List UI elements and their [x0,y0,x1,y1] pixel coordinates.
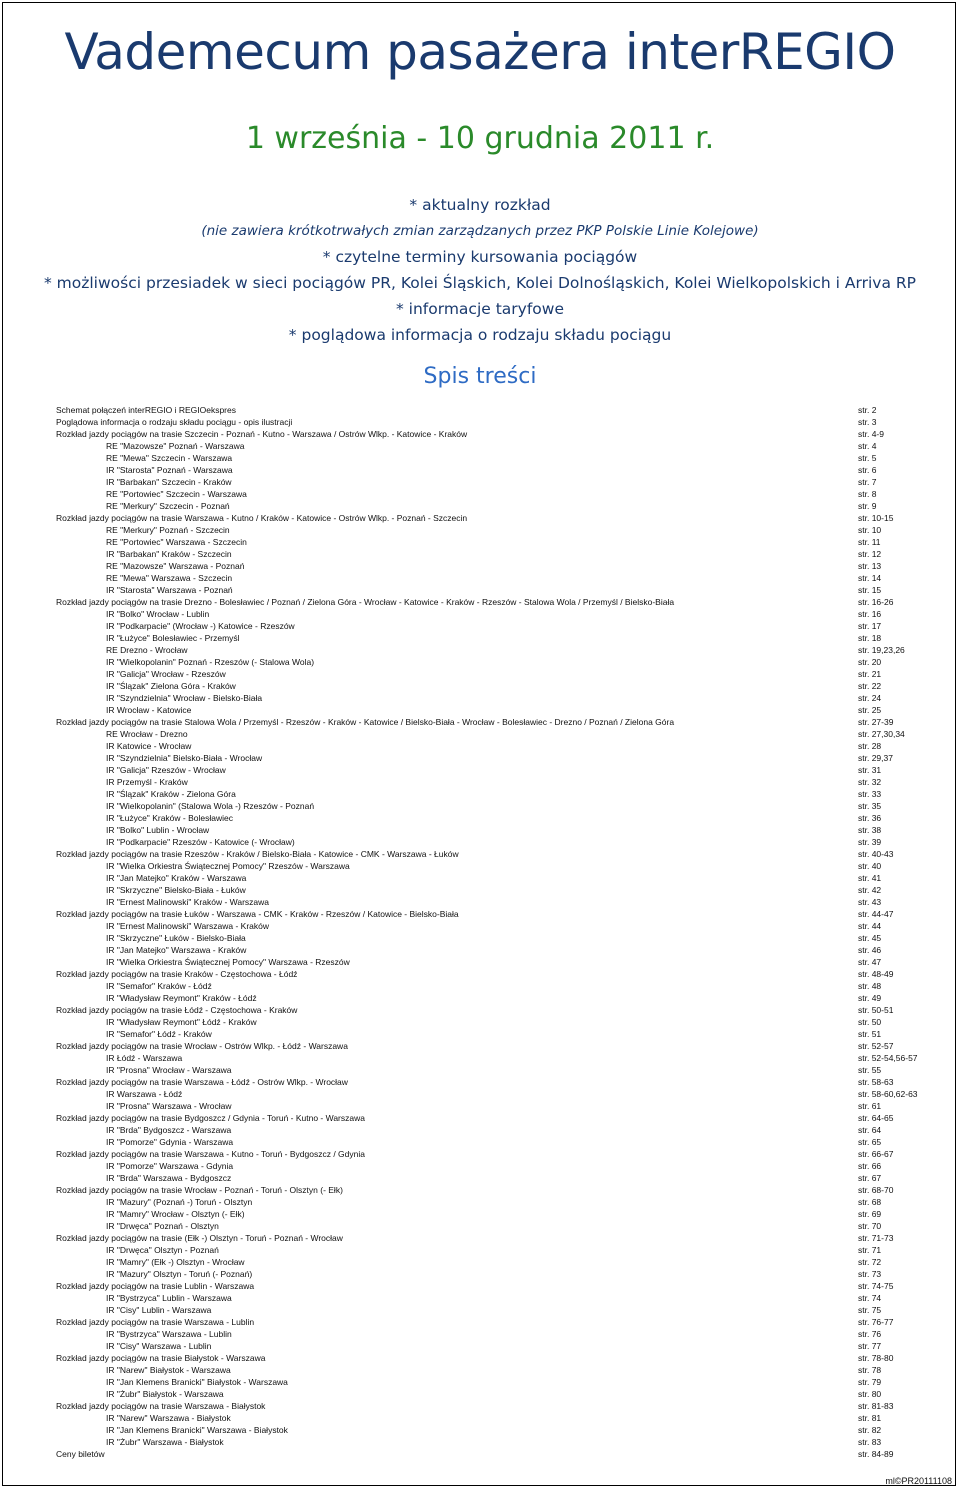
toc-subentry [56,1100,906,1112]
toc-subentry [56,608,906,620]
toc-subentry [56,836,906,848]
toc-page-ref: str. 21 [858,669,882,679]
toc-subentry [56,776,906,788]
toc-subentry [56,620,906,632]
toc-subentry [56,1028,906,1040]
toc-entry-title: RE "Mazowsze" Poznań - Warszawa [106,441,245,451]
feature-item: * informacje taryfowe [395,300,564,318]
toc-page-ref: str. 11 [858,537,881,547]
toc-entry-title: IR "Mamry" Wrocław - Olsztyn (- Ełk) [106,1209,245,1219]
toc-entry-title: IR "Skrzyczne" Łuków - Bielsko-Biała [106,933,246,943]
toc-subentry [56,464,906,476]
toc-page-ref: str. 9 [858,501,877,511]
toc-page-ref: str. 17 [858,621,882,631]
toc-entry-title: Poglądowa informacja o rodzaju składu pociągu - opis ilustracji [56,417,293,427]
toc-subentry [56,1364,906,1376]
toc-entry-title: IR "Szyndzielnia" Bielsko-Biała - Wrocław [106,753,263,763]
toc-page-ref: str. 66-67 [858,1149,894,1159]
toc-subentry [56,788,906,800]
toc-page-ref: str. 74-75 [858,1281,894,1291]
toc-page-ref: str. 48 [858,981,882,991]
toc-entry-title: Rozkład jazdy pociągów na trasie Wrocław - Ostrów Wlkp. - Łódź - Warszawa [56,1041,348,1051]
toc-page-ref: str. 5 [858,453,877,463]
toc-subentry [56,1136,906,1148]
toc-page-ref: str. 78 [858,1365,882,1375]
toc-subentry [56,548,906,560]
toc-entry-title: IR "Prosna" Wrocław - Warszawa [106,1065,232,1075]
toc-entry-title: IR "Cisy" Warszawa - Lublin [106,1341,212,1351]
toc-subentry [56,860,906,872]
toc-page-ref: str. 27,30,34 [858,729,905,739]
toc-page-ref: str. 32 [858,777,882,787]
toc-page-ref: str. 73 [858,1269,882,1279]
toc-page-ref: str. 71 [858,1245,882,1255]
toc-subentry [56,500,906,512]
toc-entry-title: Rozkład jazdy pociągów na trasie Warszawa - Kutno - Toruń - Bydgoszcz / Gdynia [56,1149,365,1159]
toc-page-ref: str. 40 [858,861,882,871]
toc-subentry [56,632,906,644]
toc-entry-title: Rozkład jazdy pociągów na trasie Lublin - Warszawa [56,1281,255,1291]
toc-entry-title: IR "Wielka Orkiestra Świątecznej Pomocy" Rzeszów - Warszawa [106,861,350,871]
toc-entry-title: IR "Starosta" Poznań - Warszawa [106,465,233,475]
toc-page-ref: str. 42 [858,885,882,895]
toc-page-ref: str. 52-57 [858,1041,894,1051]
toc-entry-title: IR "Mazury" Olsztyn - Toruń (- Poznań) [106,1269,253,1279]
toc-subentry [56,800,906,812]
toc-subentry [56,524,906,536]
toc-page-ref: str. 58-63 [858,1077,894,1087]
toc-entry-title: Rozkład jazdy pociągów na trasie Warszawa - Lublin [56,1317,255,1327]
toc-page-ref: str. 35 [858,801,882,811]
toc-title: Spis treści [423,364,537,389]
toc-page-ref: str. 81 [858,1413,882,1423]
toc-subentry [56,1292,906,1304]
toc-page-ref: str. 58-60,62-63 [858,1089,918,1099]
toc-subentry [56,896,906,908]
toc-subentry [56,1016,906,1028]
toc-page-ref: str. 4-9 [858,429,884,439]
toc-page-ref: str. 22 [858,681,882,691]
toc-page-ref: str. 38 [858,825,882,835]
toc-page-ref: str. 19,23,26 [858,645,905,655]
toc-subentry [56,884,906,896]
toc-entry-title: IR "Wielkopolanin" Poznań - Rzeszów (- Stalowa Wola) [106,657,315,667]
toc-entry-title: IR "Mamry" (Ełk -) Olsztyn - Wrocław [106,1257,245,1267]
toc-subentry [56,812,906,824]
toc-entry-title: IR "Żubr" Warszawa - Białystok [106,1437,224,1447]
toc-entry [56,1448,906,1460]
toc-entry-title: IR "Żubr" Białystok - Warszawa [106,1389,224,1399]
toc-entry-title: Rozkład jazdy pociągów na trasie (Ełk -) Olsztyn - Toruń - Poznań - Wrocław [56,1233,343,1243]
toc-entry-title: IR "Bolko" Lublin - Wrocław [106,825,210,835]
toc-entry-title: IR "Władysław Reymont" Kraków - Łódź [106,993,257,1003]
toc-page-ref: str. 77 [858,1341,882,1351]
toc-page-ref: str. 76-77 [858,1317,894,1327]
toc-page-ref: str. 10-15 [858,513,894,523]
toc-page-ref: str. 44-47 [858,909,894,919]
toc-entry-title: RE "Mazowsze" Warszawa - Poznań [106,561,245,571]
toc-entry-title: IR "Jan Klemens Branicki" Białystok - Warszawa [106,1377,288,1387]
toc-entry [56,1280,906,1292]
toc-subentry [56,452,906,464]
toc-entry-title: IR Przemyśl - Kraków [106,777,188,787]
toc-subentry [56,1388,906,1400]
toc-page-ref: str. 10 [858,525,882,535]
toc-page-ref: str. 16 [858,609,882,619]
toc-entry-title: RE "Portowiec" Warszawa - Szczecin [106,537,247,547]
toc-entry-title: RE Wrocław - Drezno [106,729,188,739]
toc-entry [56,968,906,980]
toc-subentry [56,1304,906,1316]
toc-subentry [56,536,906,548]
toc-entry-title: Rozkład jazdy pociągów na trasie Łuków - Warszawa - CMK - Kraków - Rzeszów / Katowice - Bielsko-Biała [56,909,459,919]
feature-item: * czytelne terminy kursowania pociągów [322,248,638,266]
toc-page-ref: str. 50 [858,1017,882,1027]
toc-subentry [56,1196,906,1208]
toc-entry [56,416,906,428]
toc-entry-title: IR "Ślązak" Kraków - Zielona Góra [106,789,236,799]
toc-subentry [56,1328,906,1340]
toc-entry [56,1112,906,1124]
toc-subentry [56,1088,918,1100]
toc-page-ref: str. 51 [858,1029,882,1039]
toc-subentry [56,824,906,836]
toc-page-ref: str. 79 [858,1377,882,1387]
toc-entry-title: Rozkład jazdy pociągów na trasie Bydgoszcz / Gdynia - Toruń - Kutno - Warszawa [56,1113,365,1123]
toc-entry-title: IR "Narew" Warszawa - Białystok [106,1413,231,1423]
toc-subentry [56,680,906,692]
toc-page-ref: str. 20 [858,657,882,667]
toc-page-ref: str. 16-26 [858,597,894,607]
toc-subentry [56,1436,906,1448]
toc-entry-title: IR "Mazury" (Poznań -) Toruń - Olsztyn [106,1197,253,1207]
toc-subentry [56,764,906,776]
toc-subentry [56,584,906,596]
toc-subentry [56,656,906,668]
toc-entry-title: Rozkład jazdy pociągów na trasie Warszawa - Łódź - Ostrów Wlkp. - Wrocław [56,1077,348,1087]
toc-entry-title: Rozkład jazdy pociągów na trasie Warszawa - Kutno / Kraków - Katowice - Ostrów Wlkp. - Poznań - Szczecin [56,513,468,523]
toc-entry-title: IR "Galicja" Wrocław - Rzeszów [106,669,226,679]
toc-page-ref: str. 83 [858,1437,882,1447]
toc-entry-title: IR "Podkarpacie" (Wrocław -) Katowice - Rzeszów [106,621,295,631]
toc-entry [56,1076,906,1088]
toc-entry-title: Rozkład jazdy pociągów na trasie Warszawa - Białystok [56,1401,266,1411]
toc-subentry [56,704,906,716]
toc-page-ref: str. 64 [858,1125,882,1135]
toc-entry [56,1232,906,1244]
feature-item: * poglądowa informacja o rodzaju składu pociągu [288,326,672,344]
toc-subentry [56,1160,906,1172]
toc-entry-title: IR "Jan Matejko" Kraków - Warszawa [106,873,247,883]
toc-page-ref: str. 50-51 [858,1005,894,1015]
toc-entry-title: Rozkład jazdy pociągów na trasie Kraków - Częstochowa - Łódź [56,969,298,979]
toc-entry-title: Rozkład jazdy pociągów na trasie Stalowa Wola / Przemyśl - Rzeszów - Kraków - Katowice / Bielsko-Biała - Wrocław - Bolesławiec - Drezno / Poznań / Zielona Góra [56,717,675,727]
toc-subentry [56,476,906,488]
toc-entry-title: IR "Drwęca" Poznań - Olsztyn [106,1221,219,1231]
toc-page-ref: str. 8 [858,489,877,499]
toc-subentry [56,1124,906,1136]
toc-page-ref: str. 25 [858,705,882,715]
toc-entry-title: IR "Galicja" Rzeszów - Wrocław [106,765,226,775]
toc-page-ref: str. 39 [858,837,882,847]
toc-subentry [56,944,906,956]
toc-entry [56,1148,906,1160]
toc-entry-title: RE Drezno - Wrocław [106,645,188,655]
toc-page-ref: str. 33 [858,789,882,799]
toc-subentry [56,488,906,500]
toc-entry-title: IR "Narew" Białystok - Warszawa [106,1365,231,1375]
toc-page-ref: str. 31 [858,765,882,775]
toc-page-ref: str. 67 [858,1173,882,1183]
toc-entry-title: IR "Bystrzyca" Warszawa - Lublin [106,1329,232,1339]
toc-entry-title: IR "Wielkopolanin" (Stalowa Wola -) Rzeszów - Poznań [106,801,315,811]
toc-subentry [56,644,906,656]
toc-page-ref: str. 70 [858,1221,882,1231]
document-title: Vademecum pasażera interREGIO [64,23,896,81]
toc-subentry [56,932,906,944]
toc-subentry [56,980,906,992]
toc-page-ref: str. 52-54,56-57 [858,1053,918,1063]
toc-subentry [56,1064,906,1076]
toc-page-ref: str. 47 [858,957,882,967]
toc-entry-title: Rozkład jazdy pociągów na trasie Drezno - Bolesławiec / Poznań / Zielona Góra - Wrocław - Katowice - Kraków - Rzeszów - Stalowa Wola / Przemyśl / Bielsko-Biała [56,597,675,607]
toc-subentry [56,872,906,884]
toc-page-ref: str. 64-65 [858,1113,894,1123]
toc-entry-title: IR Łódź - Warszawa [106,1053,183,1063]
toc-subentry [56,668,906,680]
table-of-contents [56,404,918,1460]
toc-entry-title: RE "Portowiec" Szczecin - Warszawa [106,489,247,499]
toc-entry [56,848,906,860]
toc-page-ref: str. 84-89 [858,1449,894,1459]
toc-entry-title: Ceny biletów [56,1449,105,1459]
toc-page-ref: str. 69 [858,1209,882,1219]
toc-entry-title: Rozkład jazdy pociągów na trasie Rzeszów - Kraków / Bielsko-Biała - Katowice - CMK - Warszawa - Łuków [56,849,459,859]
toc-entry-title: IR "Jan Matejko" Warszawa - Kraków [106,945,247,955]
toc-page-ref: str. 75 [858,1305,882,1315]
toc-subentry [56,1172,906,1184]
toc-page-ref: str. 80 [858,1389,882,1399]
toc-subentry [56,1256,906,1268]
toc-entry-title: IR "Łużyce" Bolesławiec - Przemyśl [106,633,240,643]
toc-page-ref: str. 71-73 [858,1233,894,1243]
toc-subentry [56,920,906,932]
toc-entry-title: IR "Semafor" Łódź - Kraków [106,1029,212,1039]
toc-page-ref: str. 43 [858,897,882,907]
feature-item: * możliwości przesiadek w sieci pociągów PR, Kolei Śląskich, Kolei Dolnośląskich, Kolei Wielkopolskich i Arriva RP [43,274,917,292]
toc-entry-title: RE "Merkury" Poznań - Szczecin [106,525,230,535]
toc-subentry [56,1220,906,1232]
toc-page-ref: str. 61 [858,1101,882,1111]
toc-entry [56,512,906,524]
toc-page-ref: str. 55 [858,1065,882,1075]
toc-subentry [56,572,906,584]
toc-entry [56,908,906,920]
toc-subentry [56,1208,906,1220]
toc-page-ref: str. 82 [858,1425,882,1435]
toc-page-ref: str. 65 [858,1137,882,1147]
toc-page-ref: str. 27-39 [858,717,894,727]
toc-entry-title: IR "Ernest Malinowski" Kraków - Warszawa [106,897,270,907]
toc-page-ref: str. 44 [858,921,882,931]
toc-entry-title: IR "Barbakan" Kraków - Szczecin [106,549,232,559]
toc-page-ref: str. 76 [858,1329,882,1339]
toc-subentry [56,1340,906,1352]
toc-subentry [56,440,906,452]
toc-subentry [56,1376,906,1388]
toc-subentry [56,1424,906,1436]
toc-entry [56,1352,906,1364]
toc-page-ref: str. 13 [858,561,882,571]
toc-entry-title: Rozkład jazdy pociągów na trasie Łódź - Częstochowa - Kraków [56,1005,298,1015]
toc-entry-title: RE "Mewa" Warszawa - Szczecin [106,573,233,583]
toc-entry-title: Rozkład jazdy pociągów na trasie Białystok - Warszawa [56,1353,266,1363]
toc-entry-title: IR "Ernest Malinowski" Warszawa - Kraków [106,921,270,931]
toc-page-ref: str. 7 [858,477,877,487]
toc-entry-title: IR Wrocław - Katowice [106,705,192,715]
toc-entry [56,596,906,608]
footer-code: ml©PR20111108 [885,1476,952,1486]
toc-entry-title: IR "Prosna" Warszawa - Wrocław [106,1101,232,1111]
toc-entry [56,1184,906,1196]
toc-entry [56,1400,906,1412]
features-list [0,192,960,348]
toc-entry-title: IR "Jan Klemens Branicki" Warszawa - Białystok [106,1425,288,1435]
toc-entry-title: IR "Bystrzyca" Lublin - Warszawa [106,1293,232,1303]
toc-entry-title: IR Warszawa - Łódź [106,1089,183,1099]
toc-page-ref: str. 45 [858,933,882,943]
toc-page-ref: str. 36 [858,813,882,823]
toc-entry-title: IR "Pomorze" Warszawa - Gdynia [106,1161,234,1171]
toc-page-ref: str. 81-83 [858,1401,894,1411]
toc-entry-title: IR "Starosta" Warszawa - Poznań [106,585,233,595]
feature-note: (nie zawiera krótkotrwałych zmian zarządzanych przez PKP Polskie Linie Kolejowe) [201,223,759,239]
toc-subentry [56,728,906,740]
toc-entry-title: IR "Władysław Reymont" Łódź - Kraków [106,1017,257,1027]
toc-entry [56,1004,906,1016]
toc-entry-title: RE "Merkury" Szczecin - Poznań [106,501,230,511]
toc-entry-title: IR "Semafor" Kraków - Łódź [106,981,212,991]
toc-subentry [56,692,906,704]
toc-page-ref: str. 3 [858,417,877,427]
toc-entry-title: Rozkład jazdy pociągów na trasie Wrocław - Poznań - Toruń - Olsztyn (- Ełk) [56,1185,343,1195]
toc-entry-title: IR "Podkarpacie" Rzeszów - Katowice (- Wrocław) [106,837,295,847]
toc-subentry [56,740,906,752]
toc-entry-title: IR "Brda" Bydgoszcz - Warszawa [106,1125,232,1135]
toc-page-ref: str. 4 [858,441,877,451]
toc-subentry [56,1244,906,1256]
toc-page-ref: str. 41 [858,873,882,883]
toc-entry-title: IR "Brda" Warszawa - Bydgoszcz [106,1173,232,1183]
validity-dates: 1 września - 10 grudnia 2011 r. [245,121,715,156]
toc-subentry [56,1268,906,1280]
toc-subentry [56,560,906,572]
toc-entry [56,1040,906,1052]
toc-page-ref: str. 2 [858,405,877,415]
toc-entry-title: IR "Wielka Orkiestra Świątecznej Pomocy" Warszawa - Rzeszów [106,957,350,967]
toc-page-ref: str. 78-80 [858,1353,894,1363]
toc-page-ref: str. 24 [858,693,882,703]
toc-subentry [56,752,906,764]
toc-entry-title: IR "Skrzyczne" Bielsko-Biała - Łuków [106,885,246,895]
toc-page-ref: str. 15 [858,585,882,595]
toc-page-ref: str. 18 [858,633,882,643]
toc-entry-title: RE "Mewa" Szczecin - Warszawa [106,453,233,463]
toc-entry-title: IR "Pomorze" Gdynia - Warszawa [106,1137,234,1147]
toc-page-ref: str. 12 [858,549,882,559]
toc-page-ref: str. 6 [858,465,877,475]
toc-page-ref: str. 49 [858,993,882,1003]
toc-subentry [56,1412,906,1424]
toc-page-ref: str. 14 [858,573,882,583]
toc-entry [56,716,906,728]
toc-subentry [56,956,906,968]
toc-entry-title: IR "Ślązak" Zielona Góra - Kraków [106,681,236,691]
toc-subentry [56,1052,918,1064]
toc-entry-title: IR "Szyndzielnia" Wrocław - Bielsko-Biała [106,693,263,703]
toc-page-ref: str. 46 [858,945,882,955]
toc-entry-title: IR Katowice - Wrocław [106,741,192,751]
toc-entry-title: IR "Drwęca" Olsztyn - Poznań [106,1245,219,1255]
toc-entry-title: IR "Barbakan" Szczecin - Kraków [106,477,232,487]
toc-entry-title: IR "Cisy" Lublin - Warszawa [106,1305,212,1315]
toc-subentry [56,992,906,1004]
toc-page-ref: str. 28 [858,741,882,751]
toc-page-ref: str. 72 [858,1257,882,1267]
toc-page-ref: str. 66 [858,1161,882,1171]
toc-entry [56,428,906,440]
toc-entry-title: IR "Bolko" Wrocław - Lublin [106,609,210,619]
toc-entry-title: Schemat połączeń interREGIO i REGIOekspres [56,405,236,415]
toc-page-ref: str. 68-70 [858,1185,894,1195]
toc-page-ref: str. 48-49 [858,969,894,979]
toc-page-ref: str. 74 [858,1293,882,1303]
feature-item: * aktualny rozkład [409,196,551,214]
toc-entry-title: Rozkład jazdy pociągów na trasie Szczecin - Poznań - Kutno - Warszawa / Ostrów Wlkp. - Katowice - Kraków [56,429,468,439]
toc-entry [56,404,906,416]
toc-entry-title: IR "Łużyce" Kraków - Bolesławiec [106,813,233,823]
toc-page-ref: str. 29,37 [858,753,893,763]
toc-entry [56,1316,906,1328]
toc-page-ref: str. 68 [858,1197,882,1207]
toc-page-ref: str. 40-43 [858,849,894,859]
